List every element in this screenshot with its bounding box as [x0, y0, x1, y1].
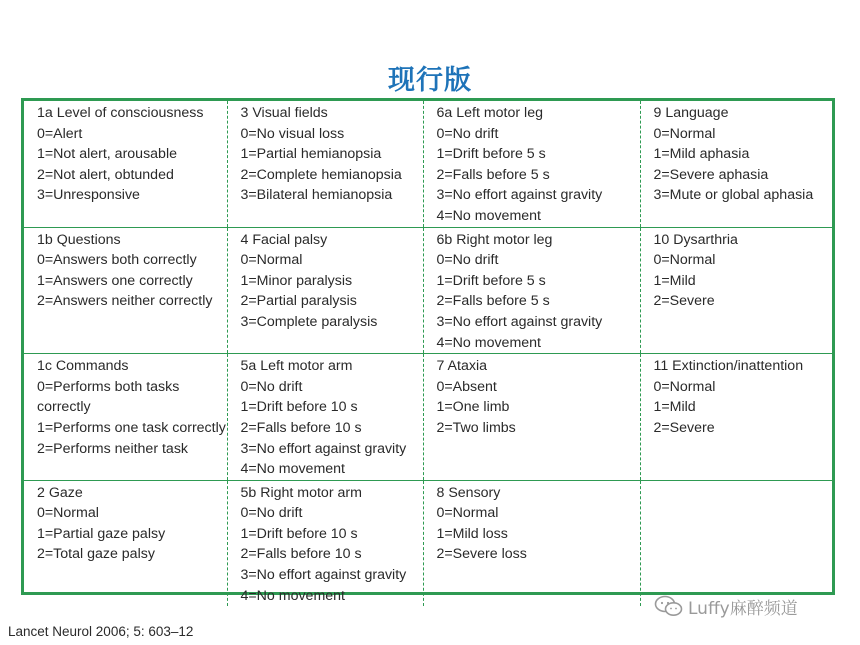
score-option: 2=Severe [653, 419, 715, 436]
score-option: 3=Bilateral hemianopsia [240, 187, 393, 204]
score-option: 0=No drift [240, 378, 303, 395]
score-option: 0=Normal [436, 505, 499, 522]
table-cell [640, 227, 832, 354]
table-row [24, 227, 832, 354]
item-header: 3 Visual fields [240, 105, 328, 121]
score-option: 2=Complete hemianopsia [240, 166, 402, 183]
score-option: 2=Falls before 10 s [240, 419, 362, 436]
item-header: 4 Facial palsy [240, 231, 328, 248]
table-row [24, 101, 832, 227]
score-option: 0=No visual loss [240, 125, 345, 142]
score-option: 0=Absent [436, 378, 497, 395]
score-option: 3=Mute or global aphasia [653, 187, 814, 204]
citation: Lancet Neurol 2006; 5: 603–12 [8, 624, 194, 639]
score-option: 1=Drift before 5 s [436, 146, 546, 163]
table-cell [24, 101, 227, 227]
score-option: 1=Performs one task correctly [37, 419, 226, 436]
score-option: 0=Normal [653, 252, 716, 269]
item-header: 1c Commands [37, 358, 129, 375]
item-header: 10 Dysarthria [653, 231, 738, 248]
table-cell [423, 101, 640, 227]
score-option: 1=Mild loss [436, 525, 508, 542]
score-option: 1=Minor paralysis [240, 272, 353, 289]
table-cell [227, 354, 423, 481]
table-cell [227, 227, 423, 354]
score-option: 1=Partial hemianopsia [240, 146, 382, 163]
item-header: 6b Right motor leg [436, 231, 553, 248]
score-option: 0=Normal [653, 378, 716, 395]
score-option: 1=Not alert, arousable [37, 146, 177, 163]
score-option: 2=Partial paralysis [240, 293, 357, 310]
score-option: 2=Performs neither task [37, 440, 189, 457]
table-cell [640, 354, 832, 481]
score-option: 0=Alert [37, 125, 83, 142]
score-option: 0=No drift [436, 252, 499, 269]
score-option: 3=Complete paralysis [240, 313, 378, 330]
score-option: 0=Normal [240, 252, 303, 269]
table-cell [423, 354, 640, 481]
score-option: 1=Mild aphasia [653, 146, 750, 163]
item-header: 9 Language [653, 105, 729, 121]
item-header: 5b Right motor arm [240, 484, 362, 501]
table-cell [24, 480, 227, 606]
table-cell [24, 354, 227, 481]
score-option: 3=No effort against gravity [436, 313, 603, 330]
score-option: 2=Total gaze palsy [37, 546, 155, 563]
score-option: 2=Two limbs [436, 419, 516, 436]
wechat-icon [654, 594, 684, 618]
score-option: 3=No effort against gravity [240, 567, 407, 584]
score-option: 1=Mild [653, 272, 696, 289]
score-option: 2=Severe aphasia [653, 166, 769, 183]
score-option: 1=Answers one correctly [37, 272, 193, 289]
item-header: 7 Ataxia [436, 358, 487, 375]
table-cell [423, 227, 640, 354]
score-option: 3=No effort against gravity [240, 440, 407, 457]
score-option: 0=No drift [240, 505, 303, 522]
table-cell [227, 101, 423, 227]
nihss-table [24, 101, 832, 606]
score-option: 0=Normal [653, 125, 716, 142]
table-cell [423, 480, 640, 606]
score-option: 4=No movement [436, 334, 541, 351]
score-option: 2=Falls before 10 s [240, 546, 362, 563]
watermark-text: Luffy麻醉频道 [688, 598, 798, 619]
item-header: 8 Sensory [436, 484, 501, 501]
table-cell [640, 480, 832, 606]
score-option: 4=No movement [436, 207, 541, 224]
score-option: 0=No drift [436, 125, 499, 142]
watermark [654, 593, 798, 619]
score-option: 4=No movement [240, 461, 345, 478]
score-option: 2=Not alert, obtunded [37, 166, 174, 183]
table-row [24, 480, 832, 606]
table-cell [640, 101, 832, 227]
item-header: 2 Gaze [37, 484, 83, 501]
score-option: 2=Answers neither correctly [37, 293, 213, 310]
score-option: 3=No effort against gravity [436, 187, 603, 204]
score-option: 3=Unresponsive [37, 187, 140, 204]
score-option: 0=Performs both tasks correctly [37, 378, 180, 416]
score-option: 1=Drift before 10 s [240, 525, 358, 542]
score-option: 1=One limb [436, 399, 510, 416]
score-option: 1=Partial gaze palsy [37, 525, 166, 542]
item-header: 5a Left motor arm [240, 358, 353, 375]
score-option: 2=Falls before 5 s [436, 293, 550, 310]
score-option: 0=Normal [37, 505, 99, 522]
table-body [24, 101, 832, 606]
item-header: 11 Extinction/inattention [653, 358, 804, 375]
table-cell [24, 227, 227, 354]
page-title: 现行版 [388, 65, 472, 96]
score-option: 2=Severe loss [436, 546, 527, 563]
score-option: 4=No movement [240, 587, 345, 604]
score-option: 1=Drift before 5 s [436, 272, 546, 289]
item-header: 6a Left motor leg [436, 105, 543, 121]
table-cell [227, 480, 423, 606]
table-row [24, 354, 832, 481]
score-option: 2=Severe [653, 293, 715, 310]
nihss-table-frame [21, 98, 835, 604]
item-header: 1b Questions [37, 231, 121, 248]
score-option: 2=Falls before 5 s [436, 166, 550, 183]
item-header: 1a Level of consciousness [37, 105, 204, 121]
score-option: 1=Mild [653, 399, 696, 416]
score-option: 0=Answers both correctly [37, 252, 197, 269]
score-option: 1=Drift before 10 s [240, 399, 358, 416]
